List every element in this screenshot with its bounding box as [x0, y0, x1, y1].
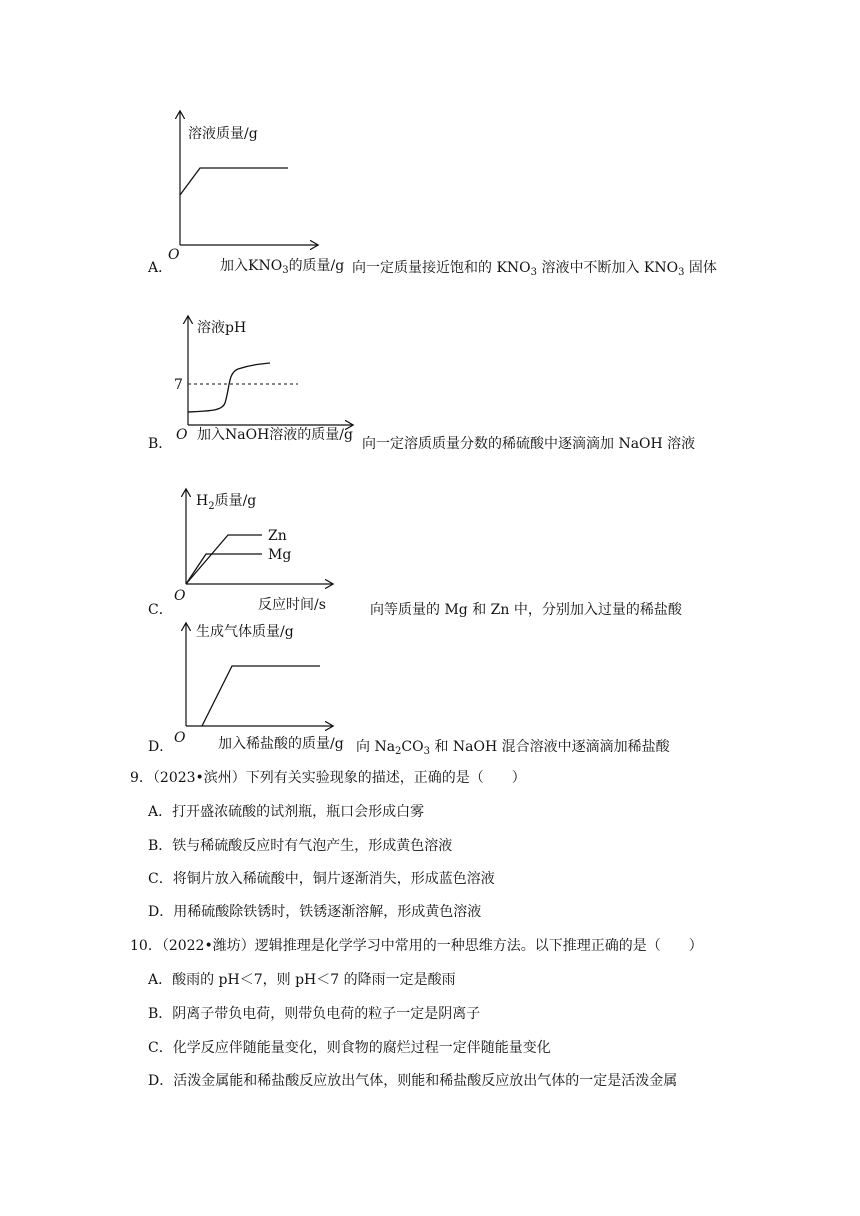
graph-b-ylabel: 溶液pH [197, 320, 247, 336]
graph-b [170, 315, 370, 455]
graph-d [170, 622, 370, 752]
option-a-desc-sub1: 3 [530, 267, 538, 278]
option-d-desc-pre: 向 Na [356, 739, 396, 755]
graph-b-xlabel: 加入NaOH溶液的质量/g [197, 427, 353, 443]
option-d-desc-mid: CO [401, 739, 424, 755]
graph-a-origin: O [168, 247, 180, 263]
option-a-desc-mid: 溶液中不断加入 KNO [537, 260, 679, 276]
graph-c-origin: O [174, 588, 186, 604]
graph-c-label-mg: Mg [268, 547, 292, 563]
option-a-desc-sub2: 3 [678, 267, 685, 278]
option-a-letter: A． [148, 260, 173, 276]
option-d-desc-sub1: 2 [395, 746, 402, 757]
graph-c-label-zn: Zn [268, 528, 287, 544]
graph-a-curve [180, 168, 288, 195]
graph-d-xlabel: 加入稀盐酸的质量/g [218, 736, 344, 752]
graph-d-curve [202, 666, 320, 726]
option-b-description: 向一定溶质质量分数的稀硫酸中逐滴滴加 NaOH 溶液 [362, 436, 696, 452]
graph-a [160, 110, 360, 270]
graph-a-xlabel-sub: 3 [282, 265, 289, 276]
option-b-letter: B． [148, 436, 173, 452]
question-9-option-b: B．铁与稀硫酸反应时有气泡产生，形成黄色溶液 [148, 838, 453, 854]
question-10-option-c: C．化学反应伴随能量变化，则食物的腐烂过程一定伴随能量变化 [148, 1040, 551, 1056]
graph-b-ytick: 7 [174, 377, 183, 393]
question-10-option-a: A．酸雨的 pH＜7，则 pH＜7 的降雨一定是酸雨 [148, 972, 456, 988]
graph-b-curve [188, 363, 270, 412]
graph-c-xlabel: 反应时间/s [258, 597, 326, 613]
graph-a-xlabel-post: 的质量/g [288, 258, 345, 274]
graph-d-origin: O [174, 730, 186, 746]
graph-c [170, 488, 370, 618]
graph-c-ylabel [196, 493, 256, 512]
option-d-letter: D． [148, 739, 174, 755]
option-c-letter: C． [148, 602, 173, 618]
graph-a-xlabel-pre: 加入KNO [220, 258, 283, 274]
graph-c-ylabel-sub: 2 [208, 501, 215, 512]
option-a-description [352, 259, 717, 277]
question-10-stem: 10．（2022•潍坊）逻辑推理是化学学习中常用的一种思维方法。以下推理正确的是（ ） [130, 938, 703, 954]
graph-d-ylabel: 生成气体质量/g [196, 624, 294, 640]
graph-c-line-zn [186, 535, 262, 584]
question-9-option-c: C．将铜片放入稀硫酸中，铜片逐渐消失，形成蓝色溶液 [148, 871, 495, 887]
option-a-desc-post: 固体 [684, 260, 717, 276]
option-d-desc-sub2: 3 [423, 746, 430, 757]
option-a-desc-pre: 向一定质量接近饱和的 KNO [352, 260, 531, 276]
graph-c-line-mg [186, 554, 262, 584]
question-10-option-b: B．阴离子带负电荷，则带负电荷的粒子一定是阴离子 [148, 1006, 481, 1022]
option-c-description: 向等质量的 Mg 和 Zn 中，分别加入过量的稀盐酸 [370, 602, 682, 618]
option-d-desc-post: 和 NaOH 混合溶液中逐滴滴加稀盐酸 [430, 739, 670, 755]
graph-b-origin: O [176, 427, 188, 443]
question-9-option-d: D．用稀硫酸除铁锈时，铁锈逐渐溶解，形成黄色溶液 [148, 904, 482, 920]
graph-c-ylabel-pre: H [196, 493, 209, 509]
question-10-option-d: D．活泼金属能和稀盐酸反应放出气体，则能和稀盐酸反应放出气体的一定是活泼金属 [148, 1073, 678, 1089]
question-9-stem: 9．（2023•滨州）下列有关实验现象的描述，正确的是（ ） [130, 770, 526, 786]
graph-c-ylabel-post: 质量/g [214, 493, 257, 509]
option-d-description [356, 738, 670, 756]
question-9-option-a: A．打开盛浓硫酸的试剂瓶，瓶口会形成白雾 [148, 804, 425, 820]
graph-a-xlabel [220, 257, 344, 275]
graph-a-ylabel: 溶液质量/g [188, 126, 258, 142]
